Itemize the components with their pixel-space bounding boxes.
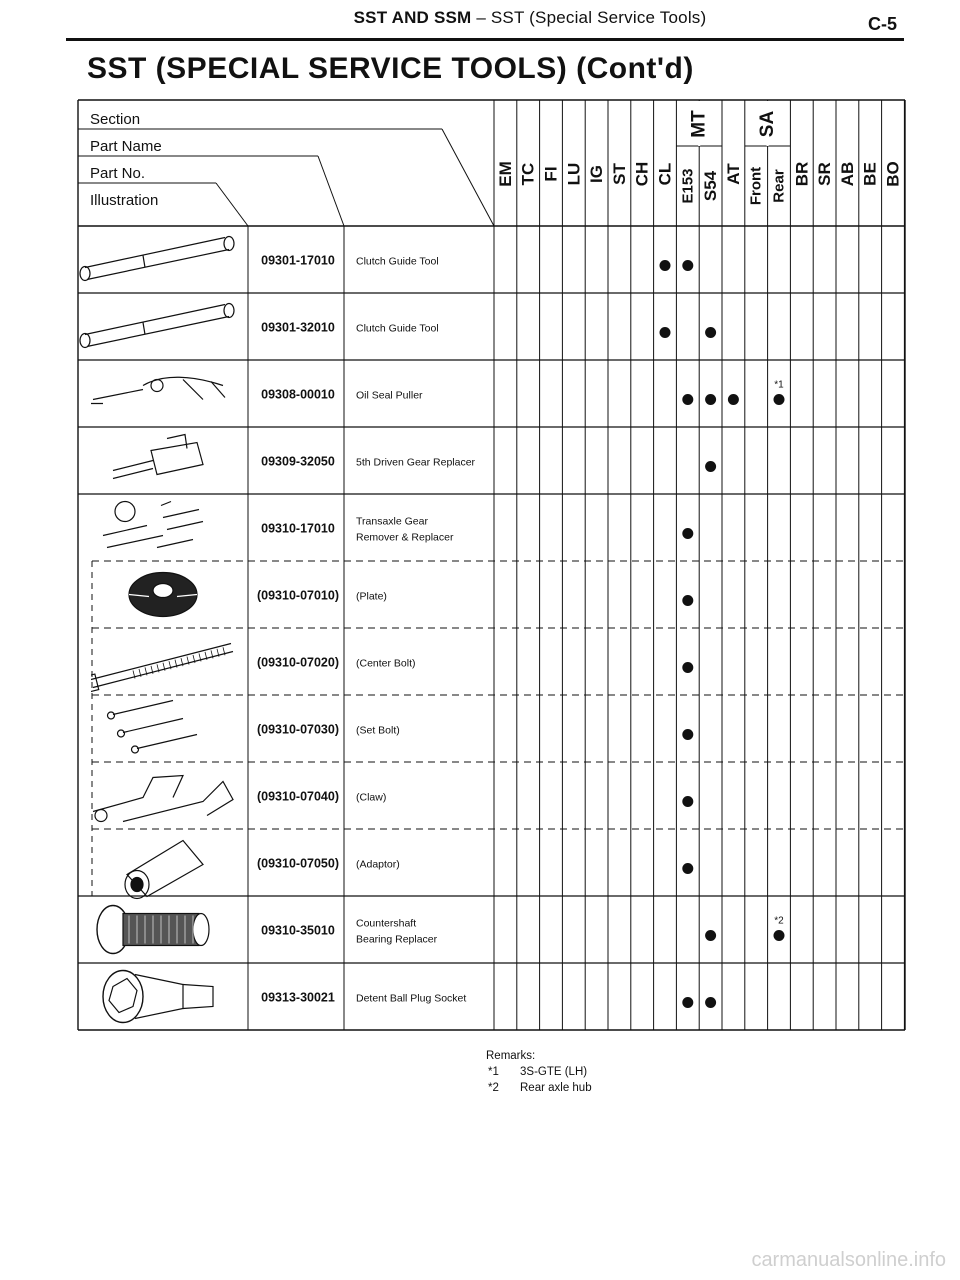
remark-2-mark: *2: [488, 1082, 499, 1094]
legend-part-no-: Part No.: [90, 165, 146, 182]
part-name: (Center Bolt): [356, 657, 416, 670]
section-label-br: BR: [792, 161, 812, 187]
usage-note: *2: [774, 915, 784, 927]
adaptor-illustration: [125, 841, 203, 899]
sub-group-mask: [79, 562, 91, 895]
part-name: Oil Seal Puller: [356, 389, 423, 402]
part-number: (09310-07020): [256, 655, 340, 670]
remarks-label: Remarks:: [486, 1050, 536, 1062]
part-name: Transaxle Gear: [356, 515, 428, 528]
part-name: (Plate): [356, 590, 387, 603]
usage-dot: [774, 930, 785, 941]
header-title-bold: SST AND SSM: [353, 8, 472, 27]
part-number: 09309-32050: [261, 454, 335, 469]
part-number: 09301-17010: [261, 253, 335, 268]
part-name: 5th Driven Gear Replacer: [356, 456, 476, 469]
usage-dot: [660, 327, 671, 338]
usage-dot: [705, 394, 716, 405]
page-number: C-5: [868, 14, 898, 34]
section-label-cl: CL: [655, 162, 675, 186]
usage-dot: [682, 394, 693, 405]
usage-dot: [774, 394, 785, 405]
section-label-em: EM: [495, 161, 515, 187]
gear-remover-set-illustration: [103, 502, 203, 548]
usage-dot: [728, 394, 739, 405]
remark-1-text: 3S-GTE (LH): [520, 1066, 588, 1078]
section-label-bo: BO: [883, 161, 903, 187]
part-name: Countershaft: [356, 917, 417, 930]
part-name: Bearing Replacer: [356, 933, 438, 946]
usage-dot: [682, 796, 693, 807]
usage-dot: [705, 461, 716, 472]
usage-dot: [682, 260, 693, 271]
section-label-s54: S54: [701, 170, 721, 202]
legend-section: Section: [90, 111, 141, 128]
legend-diagonal: [442, 129, 494, 226]
remarks: [486, 1048, 592, 1096]
section-label-rear: Rear: [770, 169, 788, 203]
section-label-front: Front: [747, 166, 765, 206]
page-title: SST (SPECIAL SERVICE TOOLS) (Cont'd): [87, 52, 694, 85]
clutch-guide-tool-illustration: [80, 304, 234, 348]
part-name: (Set Bolt): [356, 724, 400, 737]
usage-dot: [660, 260, 671, 271]
center-bolt-illustration: [81, 644, 233, 693]
usage-dot: [682, 528, 693, 539]
clutch-guide-tool-illustration: [80, 237, 234, 281]
section-label-lu: LU: [564, 162, 584, 186]
part-number: 09310-17010: [261, 521, 335, 536]
part-name: Clutch Guide Tool: [356, 322, 439, 335]
plate-illustration: [129, 573, 197, 617]
section-label-st: ST: [609, 163, 629, 185]
usage-dot: [682, 729, 693, 740]
part-name: Detent Ball Plug Socket: [356, 992, 467, 1005]
part-number: (09310-07030): [256, 722, 340, 737]
section-label-at: AT: [723, 163, 743, 185]
part-name: (Claw): [356, 791, 387, 804]
part-number: (09310-07040): [256, 789, 340, 804]
usage-dot: [705, 930, 716, 941]
bearing-replacer-illustration: [97, 906, 209, 954]
usage-dot: [682, 863, 693, 874]
remark-1: [486, 1064, 592, 1080]
usage-dot: [682, 662, 693, 673]
remark-1-mark: *1: [488, 1066, 499, 1078]
legend-illustration: Illustration: [90, 192, 159, 209]
watermark: carmanualsonline.info: [751, 1249, 946, 1271]
part-name: (Adaptor): [356, 858, 400, 871]
usage-dot: [705, 327, 716, 338]
remark-2-text: Rear axle hub: [520, 1082, 592, 1094]
set-bolt-illustration: [108, 701, 198, 754]
section-label-e153: E153: [679, 168, 697, 204]
section-label-tc: TC: [518, 162, 538, 186]
plug-socket-illustration: [103, 971, 213, 1023]
part-number: 09310-35010: [261, 923, 335, 938]
section-label-ab: AB: [837, 161, 857, 187]
section-label-ch: CH: [632, 161, 652, 187]
section-label-sr: SR: [815, 162, 835, 186]
part-number: (09310-07010): [256, 588, 340, 603]
legend-diagonal: [216, 183, 248, 226]
part-number: (09310-07050): [256, 856, 340, 871]
gear-replacer-illustration: [113, 435, 203, 479]
legend-part-name: Part Name: [90, 138, 162, 155]
section-label-be: BE: [860, 162, 880, 186]
group-label-mt: MT: [688, 110, 710, 138]
oil-seal-puller-illustration: [91, 377, 225, 403]
part-name: Remover & Replacer: [356, 531, 454, 544]
group-label-sa: SA: [757, 110, 779, 138]
header-title-rest: – SST (Special Service Tools): [471, 8, 707, 27]
part-name: Clutch Guide Tool: [356, 255, 439, 268]
usage-dot: [682, 997, 693, 1008]
claw-illustration: [93, 776, 233, 822]
part-number: 09301-32010: [261, 320, 335, 335]
section-label-ig: IG: [587, 165, 607, 183]
remark-2: [486, 1080, 592, 1096]
legend-diagonal: [318, 156, 344, 226]
usage-dot: [682, 595, 693, 606]
usage-note: *1: [774, 379, 784, 391]
section-label-fi: FI: [541, 166, 561, 182]
part-number: 09313-30021: [261, 990, 335, 1005]
usage-dot: [705, 997, 716, 1008]
part-number: 09308-00010: [261, 387, 335, 402]
